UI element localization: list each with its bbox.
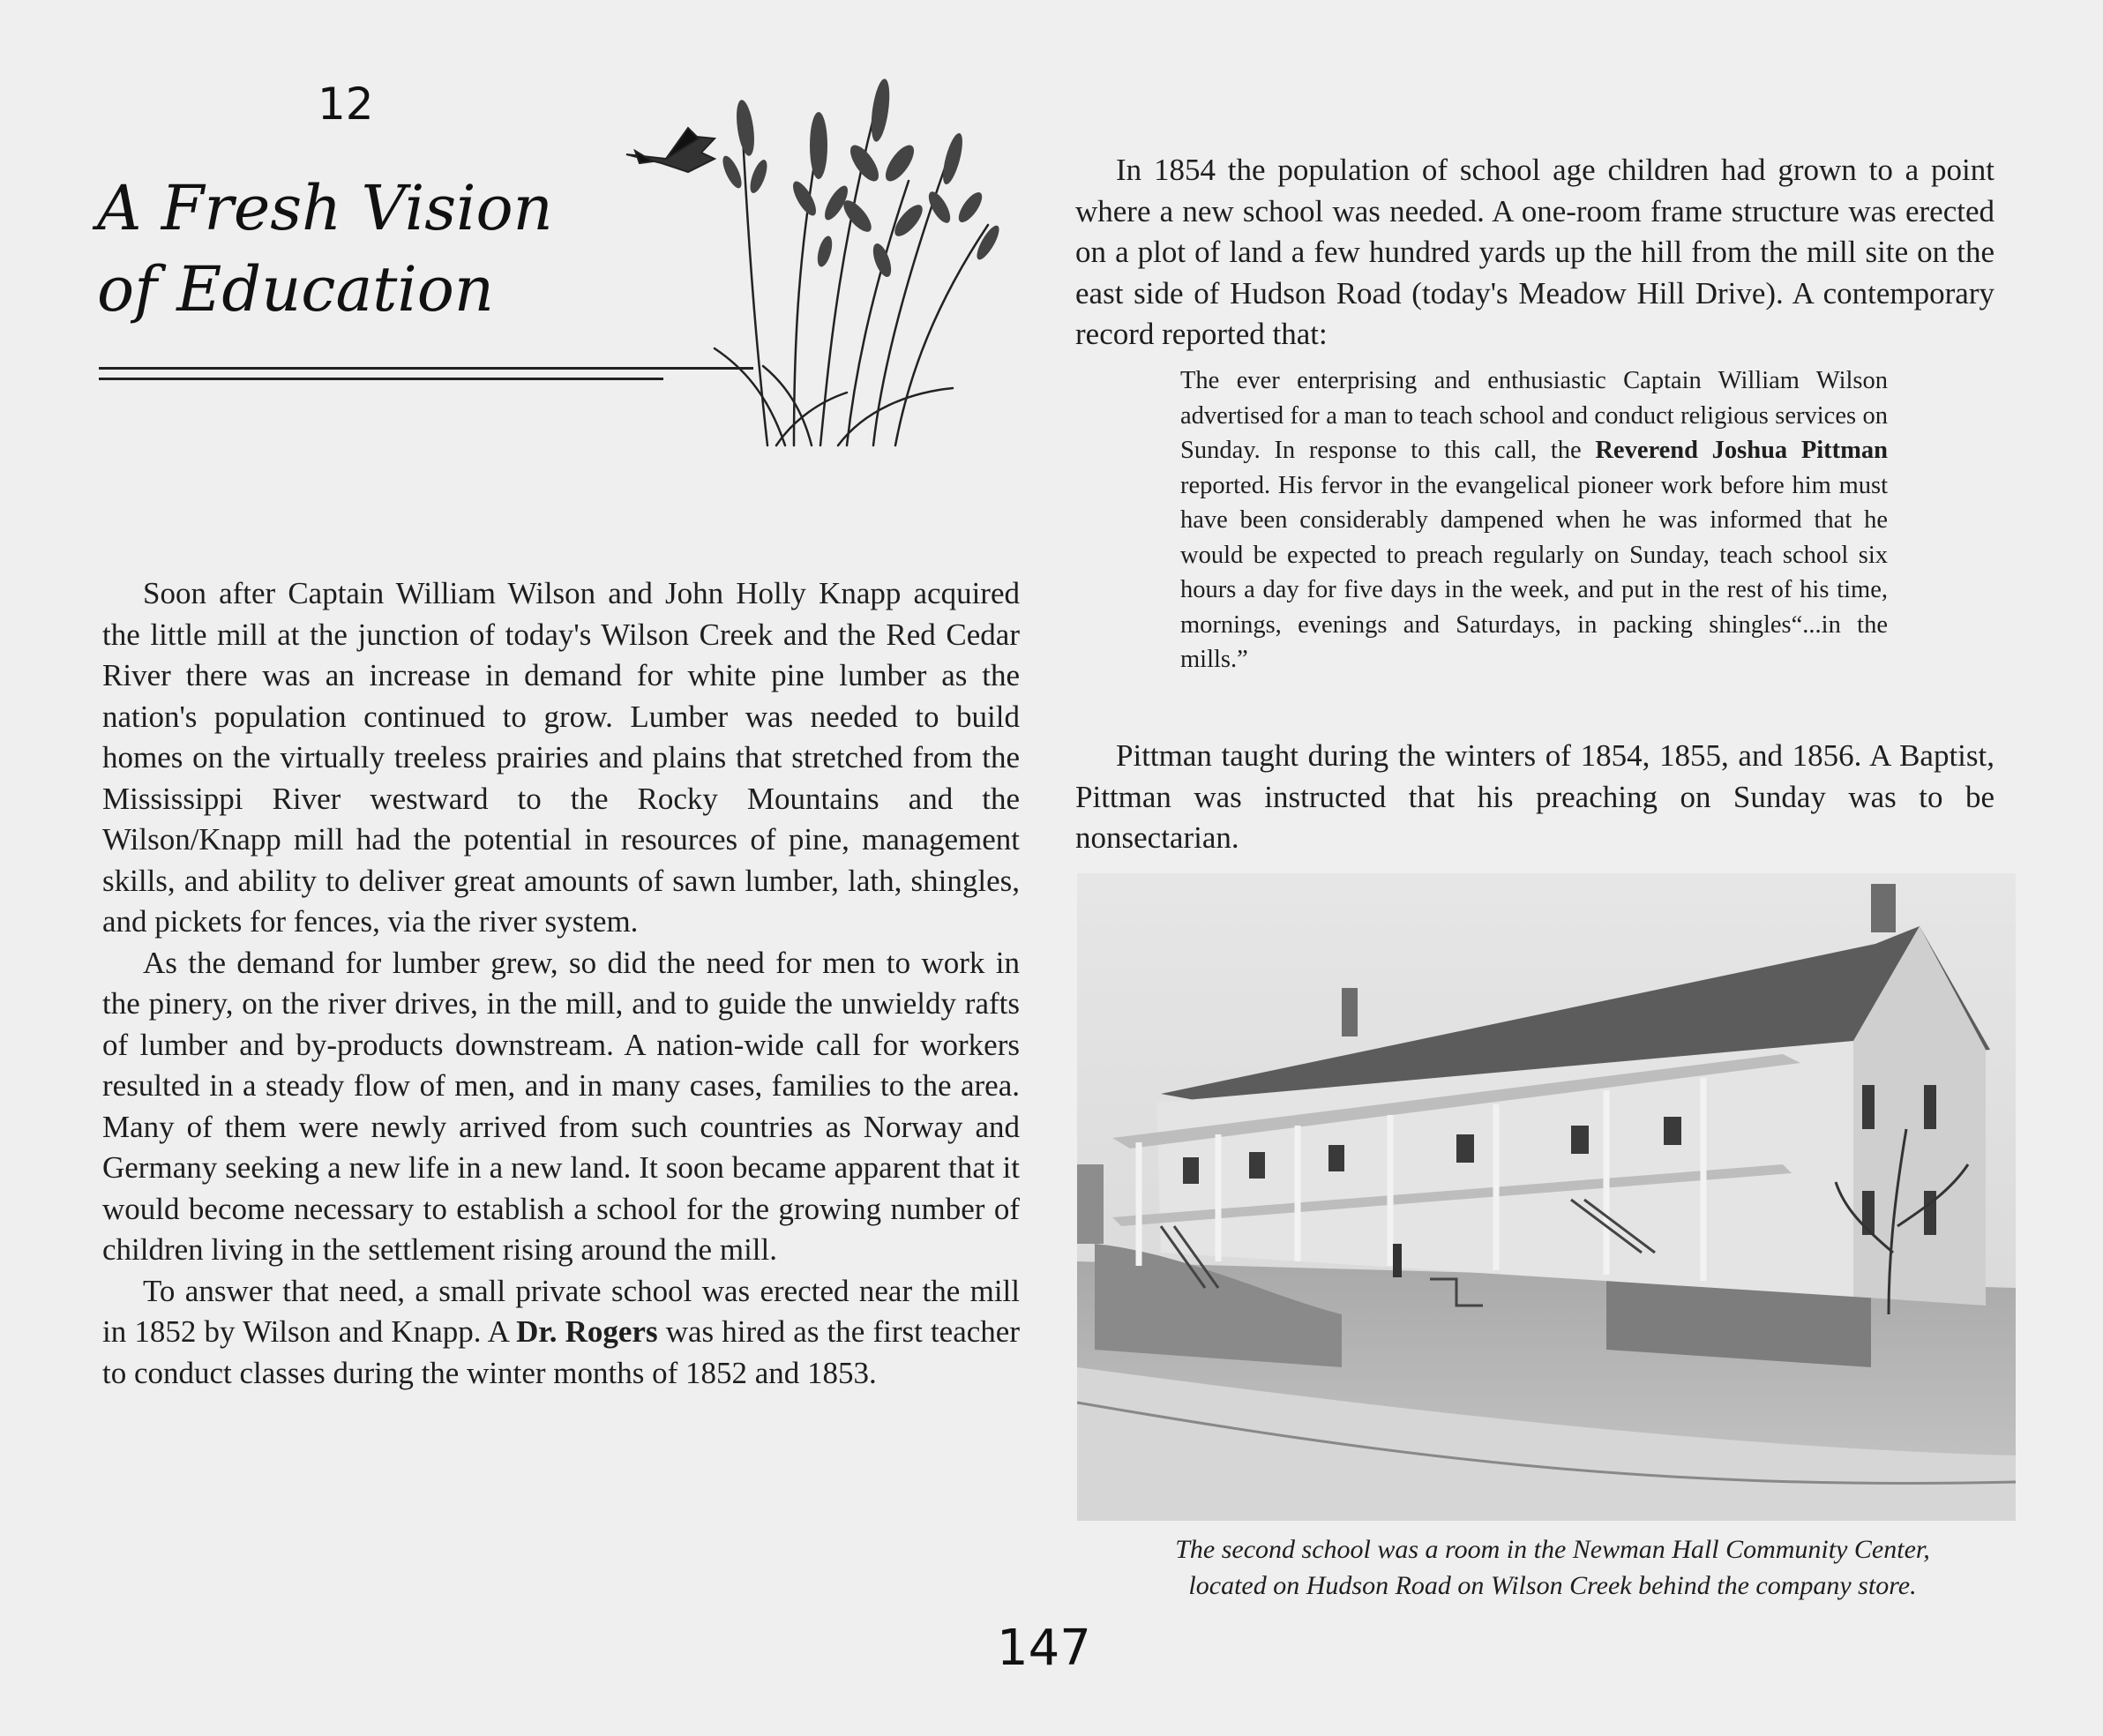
bird-icon — [626, 128, 715, 172]
pittman-name: Reverend Joshua Pittman — [1595, 437, 1888, 464]
paragraph-2: As the demand for lumber grew, so did the need for men to work in the pinery, on the river drives, in the mill, and to guide the unwieldy rafts of lumber and by-products downstream. A nation-wide call for workers resulted in a steady flow of men, and in many cases, families to the area. Many of them were newly arrived from such countries as Norway and Germany seeking a new life in a new land. It soon became apparent that it would become necessary to establish a school for the growing number of children living in the settlement rising around the mill. — [102, 945, 1020, 1267]
chapter-title-line2: of Education — [97, 253, 494, 326]
dr-rogers-name: Dr. Rogers — [516, 1314, 658, 1349]
title-rule-lower — [99, 378, 663, 380]
quote-start: The ever enterprising and enthusiastic Captain William Wilson advertised for a man to teach school and conduct religious services on Sunday. In response to this call, the — [1180, 367, 1888, 464]
caption-line1: The second school was a room in the Newman Hall Community Center, — [1175, 1535, 1930, 1564]
block-quote — [1180, 363, 1888, 677]
quote-end: reported. His fervor in the evangelical pioneer work before him must have been considerably dampened when he was informed that he would be expected to preach regularly on Sunday, teach school six hours a day for five days in the week, and put in the rest of his time, mornings, evenings and Saturdays, in packing shingles“...in the mills.” — [1180, 471, 1888, 673]
school-building-photo — [1077, 873, 2016, 1521]
paragraph-1: Soon after Captain William Wilson and John Holly Knapp acquired the little mill at the junction of today's Wilson Creek and the Red Cedar River there was an increase in demand for white pine lumber as the nation's population continued to grow. Lumber was needed to build homes on the virtually treeless prairies and plains that stretched from the Mississippi River westward to the Rocky Mountains and the Wilson/Knapp mill had the potential in resources of pine, management skills, and ability to deliver great amounts of sawn lumber, lath, shingles, and pickets for fences, via the river system. — [102, 576, 1020, 939]
page-number: 147 — [997, 1620, 1091, 1677]
chapter-title-line1: A Fresh Vision — [97, 172, 553, 244]
grass-icon — [715, 84, 988, 445]
pittman-paragraph: Pittman taught during the winters of 1854, 1855, and 1856. A Baptist, Pittman was instructed that his preaching on Sunday was to be nonsectarian. — [1075, 738, 1994, 855]
right-column-intro — [1075, 150, 1994, 355]
photo-caption — [1103, 1531, 2002, 1604]
paragraph-3-start: To answer that need, a small private school was erected near the mill in 1852 by Wilson and Knapp. A — [102, 1273, 1020, 1349]
seed-heads — [719, 78, 1003, 279]
chapter-title — [97, 168, 556, 330]
intro-paragraph: In 1854 the population of school age children had grown to a point where a new school was needed. A one-room frame structure was erected on a plot of land a few hundred yards up the hill from the mill site on the east side of Hudson Road (today's Meadow Hill Drive). A contemporary record reported that: — [1075, 153, 1994, 351]
caption-line2: located on Hudson Road on Wilson Creek behind the company store. — [1188, 1571, 1917, 1600]
chapter-number: 12 — [318, 79, 374, 130]
paragraph-3-end: was hired as the first teacher to conduct classes during the winter months of 1852 and 1853. — [102, 1314, 1020, 1390]
paragraph-3 — [102, 1271, 1020, 1395]
bird-and-grass-illustration — [617, 75, 1032, 454]
left-column-text — [102, 573, 1020, 1394]
right-column-after-quote — [1075, 736, 1994, 859]
